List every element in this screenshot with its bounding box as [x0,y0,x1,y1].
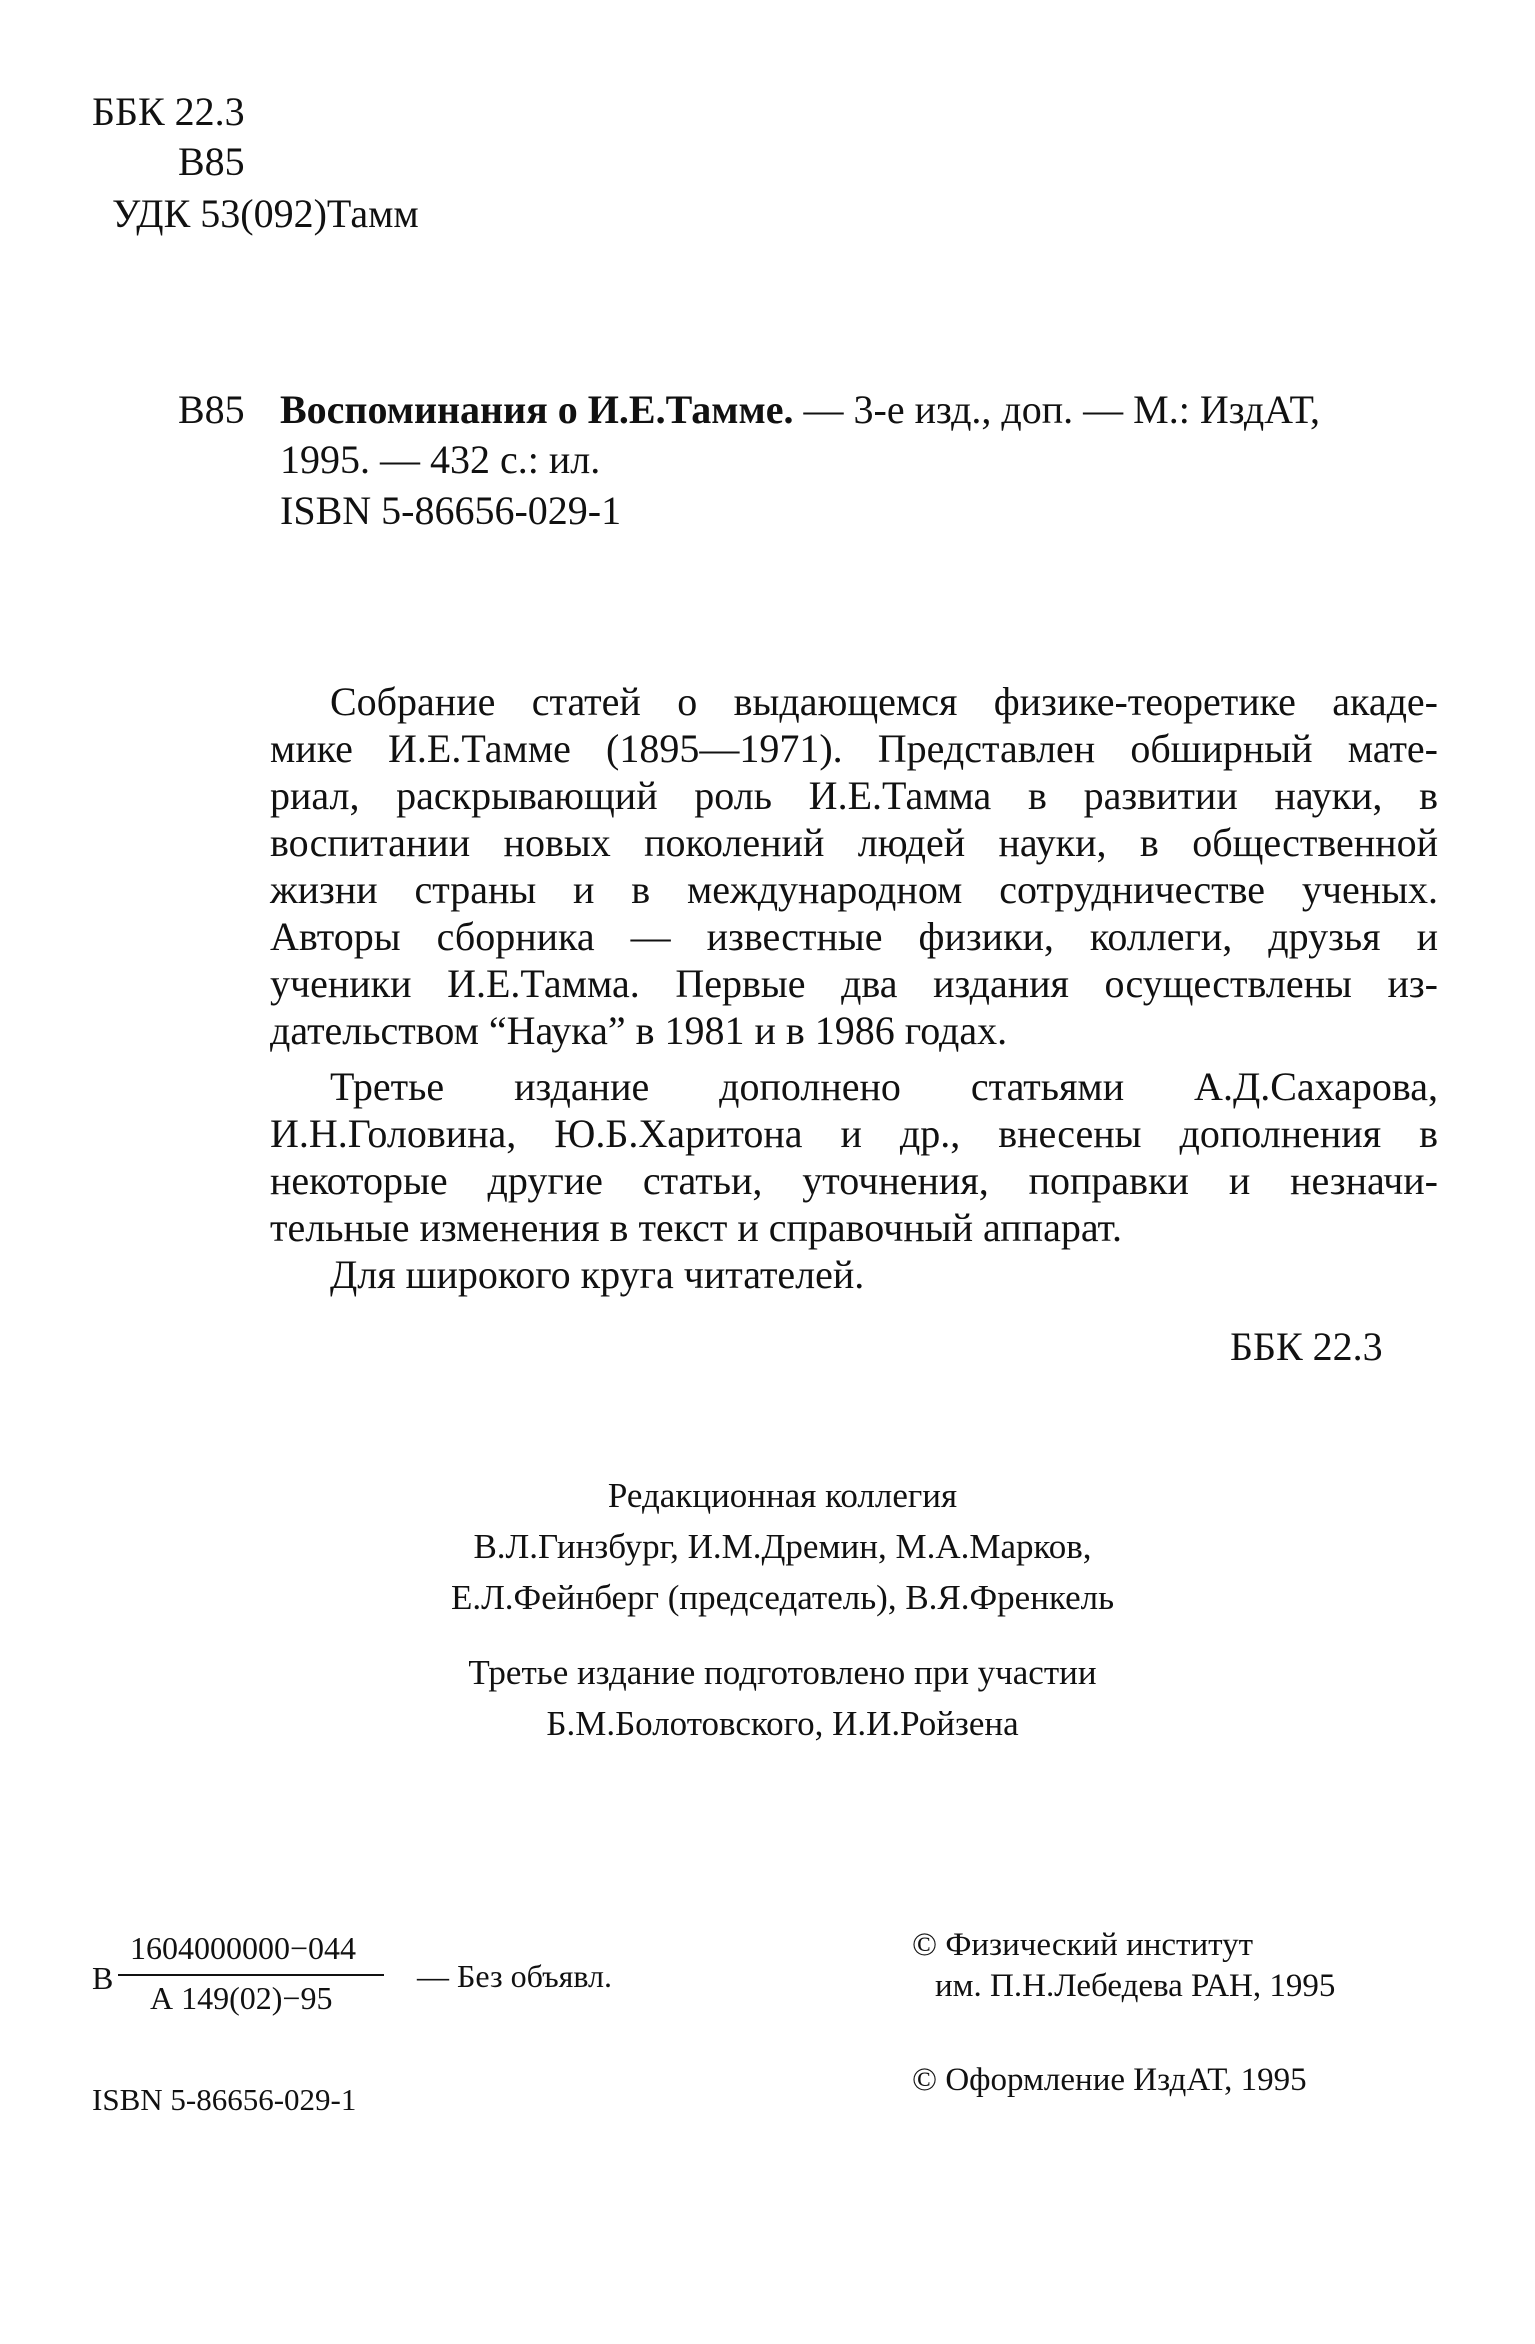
audience-note: Для широкого круга читателей. [330,1252,865,1297]
editorial-board-line: Е.Л.Фейнберг (председатель), В.Я.Френкель [450,1578,1115,1617]
book-title: Воспоминания о И.Е.Тамме. [280,387,794,432]
annotation-line: Третье издание дополнено статьями А.Д.Сахарова, [330,1064,1438,1109]
preparation-credits [0,1650,1535,1746]
copyright-design: © Оформление ИздАТ, 1995 [912,2062,1307,2098]
annotation-paragraph-2 [270,1063,1438,1251]
editorial-board-heading: Редакционная коллегия [607,1476,958,1515]
bbk-code: ББК 22.3 [92,89,245,134]
price-note: — Без объявл. [417,1958,613,1994]
copyright-institute: © Физический институт [912,1927,1254,1963]
author-mark: В85 [178,139,245,184]
annotation-line: мике И.Е.Тамме (1895—1971). Представлен обширный мате- [270,726,1438,771]
isbn-bottom: ISBN 5-86656-029-1 [92,2082,357,2117]
bib-title-line [280,385,1320,435]
publishing-code-numerator: 1604000000−044 [130,1930,357,1966]
annotation-line: некоторые другие статьи, уточнения, поправки и незначи- [270,1158,1438,1203]
isbn-top: ISBN 5-86656-029-1 [280,488,622,533]
annotation-line: И.Н.Головина, Ю.Б.Харитона и др., внесены дополнения в [270,1111,1438,1156]
editorial-board-line: В.Л.Гинзбург, И.М.Дремин, М.А.Марков, [473,1527,1092,1566]
annotation-line: ученики И.Е.Тамма. Первые два издания осуществлены из- [270,961,1438,1006]
bbk-right: ББК 22.3 [1230,1324,1383,1369]
publishing-code-denominator: А 149(02)−95 [150,1980,333,2016]
publishing-code-letter: В [92,1960,114,1996]
edition-info: — 3-е изд., доп. — М.: ИздАТ, [793,387,1320,432]
publishing-code [92,1930,652,2030]
annotation [270,678,1438,1298]
year-pages: 1995. — 432 с.: ил. [280,437,601,482]
annotation-line: тельные изменения в текст и справочный аппарат. [270,1205,1123,1250]
annotation-line: жизни страны и в международном сотрудничестве ученых. [270,867,1438,912]
annotation-line: дательством “Наука” в 1981 и в 1986 годах. [270,1008,1008,1053]
annotation-paragraph-1 [270,678,1438,1054]
preparation-line: Третье издание подготовлено при участии [468,1653,1097,1692]
editorial-board [0,1473,1535,1620]
annotation-line: Авторы сборника — известные физики, коллеги, друзья и [270,914,1438,959]
copyright-institute-line2: им. П.Н.Лебедева РАН, 1995 [935,1968,1336,2004]
annotation-line: воспитании новых поколений людей науки, в общественной [270,820,1438,865]
udk-code: УДК 53(092)Тамм [112,191,419,236]
bib-mark: В85 [178,387,245,432]
preparation-line: Б.М.Болотовского, И.И.Ройзена [546,1704,1019,1743]
annotation-line: Собрание статей о выдающемся физике-теоретике акаде- [330,679,1438,724]
annotation-line: риал, раскрывающий роль И.Е.Тамма в развитии науки, в [270,773,1438,818]
fraction-bar [118,1974,384,1976]
